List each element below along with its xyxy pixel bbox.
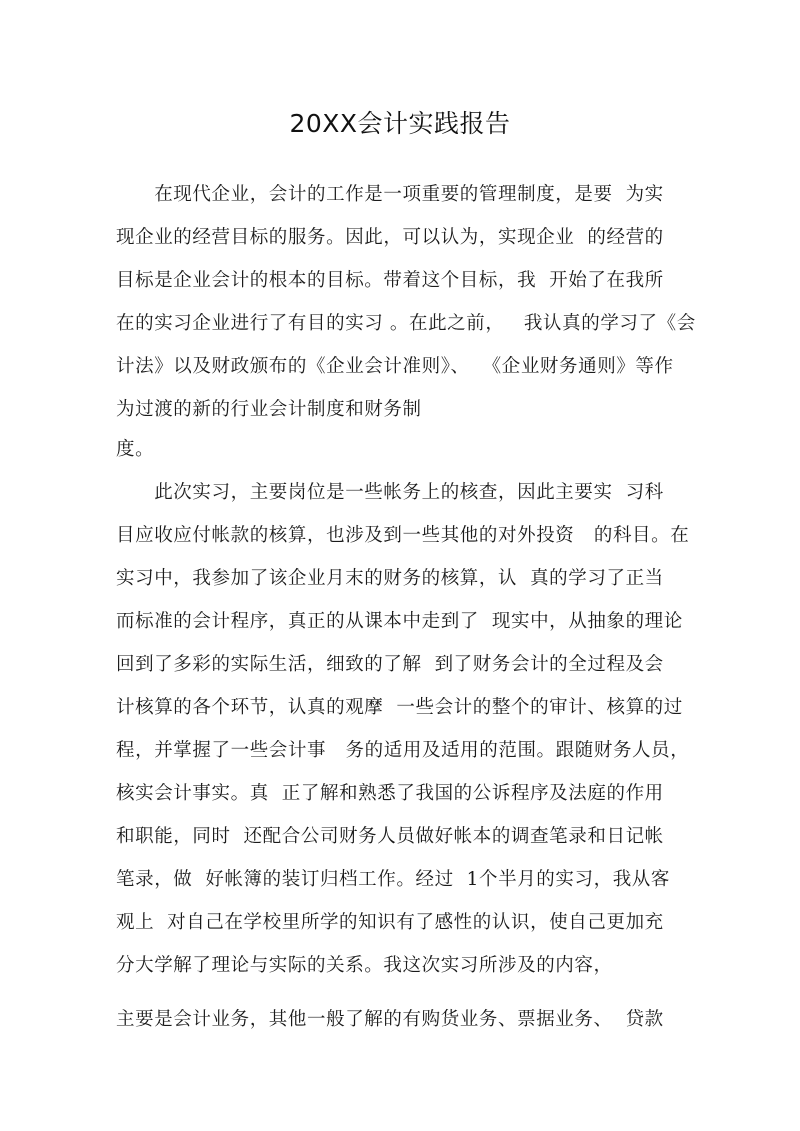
body-line: 计法》以及财政颁布的《企业会计准则》、 《企业财务通则》等作: [116, 356, 674, 377]
body-line: 为过渡的新的行业会计制度和财务制: [116, 399, 422, 420]
body-line: 此次实习，主要岗位是一些帐务上的核查，因此主要实 习科: [116, 482, 664, 503]
body-line: 计核算的各个环节，认真的观摩 一些会计的整个的审计、核算的过: [116, 697, 683, 718]
body-line: 在现代企业，会计的工作是一项重要的管理制度，是要 为实: [116, 184, 664, 205]
body-line: 主要是会计业务，其他一般了解的有购货业务、票据业务、 贷款: [116, 1009, 664, 1030]
document-title: 20XX会计实践报告: [289, 109, 511, 138]
body-line: 程，并掌握了一些会计事 务的适用及适用的范围。跟随财务人员，: [116, 740, 690, 761]
body-line: 在的实习企业进行了有目的实习 。在此之前， 我认真的学习了《会: [116, 313, 696, 334]
body-line: 实习中，我参加了该企业月末的财务的核算，认 真的学习了正当: [116, 568, 664, 589]
body-line: 目应收应付帐款的核算，也涉及到一些其他的对外投资 的科目。在: [116, 525, 690, 546]
body-line: 核实会计事实。真 正了解和熟悉了我国的公诉程序及法庭的作用: [116, 783, 664, 804]
body-line: 笔录，做 好帐簿的装订归档工作。经过 1个半月的实习，我从客: [116, 869, 670, 890]
body-line: 观上 对自己在学校里所学的知识有了感性的认识，使自己更加充: [116, 912, 664, 933]
body-line: 度。: [116, 439, 155, 460]
body-line: 分大学解了理论与实际的关系。我这次实习所涉及的内容，: [116, 955, 613, 976]
body-line: 现企业的经营目标的服务。因此，可以认为，实现企业 的经营的: [116, 227, 664, 248]
body-line: 和职能，同时 还配合公司财务人员做好帐本的调查笔录和日记帐: [116, 826, 664, 847]
body-line: 而标准的会计程序，真正的从课本中走到了 现实中，从抽象的理论: [116, 611, 683, 632]
body-line: 回到了多彩的实际生活，细致的了解 到了财务会计的全过程及会: [116, 654, 664, 675]
body-line: 目标是企业会计的根本的目标。带着这个目标，我 开始了在我所: [116, 270, 664, 291]
